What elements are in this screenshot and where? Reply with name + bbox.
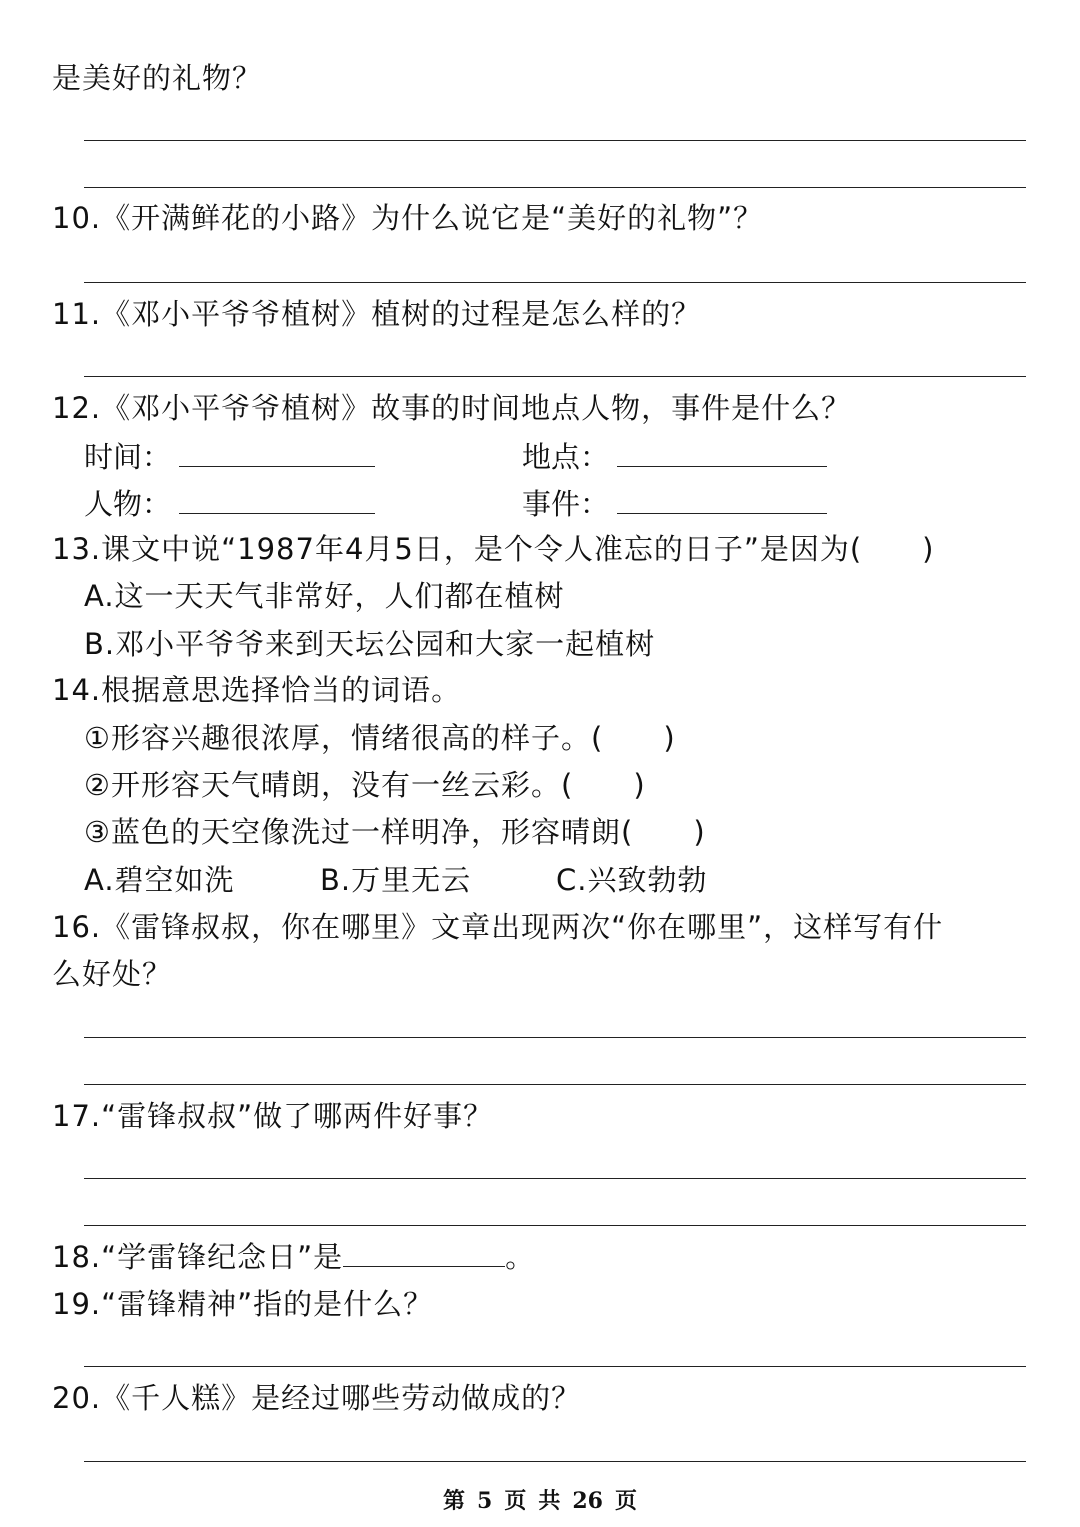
footer-total-pages: 26: [572, 1488, 603, 1514]
field-time: [84, 436, 375, 477]
option-a: A.这一天天气非常好，人们都在植树: [84, 579, 565, 613]
q14-choice-b: B.万里无云: [320, 863, 472, 897]
footer-page-number: 5: [477, 1488, 493, 1514]
q14-item-1: ①形容兴趣很浓厚，情绪很高的样子。( ): [84, 721, 676, 755]
answer-line: [84, 1461, 1026, 1462]
field-person: [84, 483, 375, 524]
q14-choice-c: C.兴致勃勃: [556, 863, 708, 897]
q14-choice-a: A.碧空如洗: [84, 863, 235, 897]
footer-label-page: 第: [443, 1488, 466, 1514]
question-16-line2: 么好处？: [52, 957, 173, 991]
place-blank[interactable]: [617, 436, 827, 467]
q14-item-2: ②开形容天气晴朗，没有一丝云彩。( ): [84, 768, 646, 802]
answer-line: [84, 140, 1026, 141]
question-10: 10.《开满鲜花的小路》为什么说它是“美好的礼物”？: [52, 201, 764, 235]
field-time-label: 时间：: [84, 440, 172, 474]
question-11: 11.《邓小平爷爷植树》植树的过程是怎么样的？: [52, 297, 702, 331]
question-12: 12.《邓小平爷爷植树》故事的时间地点人物，事件是什么？: [52, 391, 852, 425]
question-16-line1: 16.《雷锋叔叔，你在哪里》文章出现两次“你在哪里”，这样写有什: [52, 910, 944, 944]
time-blank[interactable]: [179, 436, 375, 467]
answer-line: [84, 1037, 1026, 1038]
question-18-suffix: 。: [505, 1240, 536, 1274]
question-17: 17.“雷锋叔叔”做了哪两件好事？: [52, 1099, 494, 1133]
field-event: [522, 483, 827, 524]
question-20: 20.《千人糕》是经过哪些劳动做成的？: [52, 1381, 582, 1415]
q18-blank[interactable]: [343, 1236, 505, 1267]
event-blank[interactable]: [617, 483, 827, 514]
footer-label-total: 共: [538, 1488, 561, 1514]
question-18-prefix: 18.“学雷锋纪念日”是: [52, 1240, 344, 1274]
field-place-label: 地点：: [522, 440, 610, 474]
field-person-label: 人物：: [84, 487, 172, 521]
page-footer: [0, 1486, 1080, 1516]
footer-label-unit-2: 页: [614, 1488, 637, 1514]
question-13: 13.课文中说“1987年4月5日，是个令人准忘的日子”是因为( ): [52, 532, 935, 566]
answer-line: [84, 1084, 1026, 1085]
answer-line: [84, 1178, 1026, 1179]
question-14: 14.根据意思选择恰当的词语。: [52, 673, 462, 707]
answer-line: [84, 187, 1026, 188]
question-18: [52, 1236, 535, 1277]
answer-line: [84, 1225, 1026, 1226]
q14-item-3: ③蓝色的天空像洗过一样明净，形容晴朗( ): [84, 815, 706, 849]
answer-line: [84, 1366, 1026, 1367]
answer-line: [84, 282, 1026, 283]
field-event-label: 事件：: [522, 487, 610, 521]
answer-line: [84, 376, 1026, 377]
question-9-tail: 是美好的礼物？: [52, 61, 263, 95]
footer-label-unit: 页: [504, 1488, 527, 1514]
person-blank[interactable]: [179, 483, 375, 514]
question-19: 19.“雷锋精神”指的是什么？: [52, 1287, 434, 1321]
field-place: [522, 436, 827, 477]
option-b: B.邓小平爷爷来到天坛公园和大家一起植树: [84, 627, 656, 661]
